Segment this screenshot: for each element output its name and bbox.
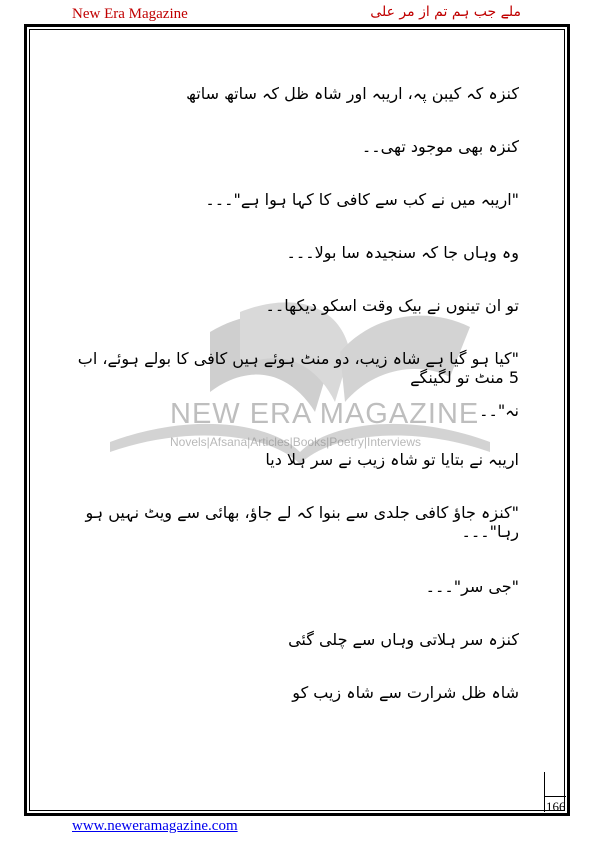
page-number-divider <box>544 796 566 797</box>
watermark-title: NEW ERA MAGAZINE <box>170 398 480 430</box>
page-number: 166 <box>546 799 566 814</box>
magazine-name: New Era Magazine <box>72 6 188 22</box>
text-line: "اریبہ میں نے کب سے کافی کا کہا ہوا ہے"۔۔۔ <box>205 190 519 209</box>
text-line: اریبہ نے بتایا تو شاہ زیب نے سر ہلا دیا <box>265 450 519 469</box>
text-line: شاہ ظل شرارت سے شاہ زیب کو <box>292 683 519 702</box>
watermark-subtitle: Novels|Afsana|Articles|Books|Poetry|Interviews <box>170 435 422 449</box>
text-line: کنزہ بھی موجود تھی۔۔ <box>361 137 519 156</box>
text-line: "کیا ہو گیا ہے شاہ زیب، دو منٹ ہوئے ہیں کافی کا بولے ہوئے، اب 5 منٹ تو لگینگے <box>77 349 519 387</box>
text-line: کنزہ سر ہلاتی وہاں سے چلی گئی <box>288 630 519 649</box>
story-text <box>76 84 519 702</box>
text-line: تو ان تینوں نے بیک وقت اسکو دیکھا۔۔ <box>265 296 519 315</box>
text-line: "جی سر"۔۔۔ <box>425 577 519 596</box>
text-line: "کنزہ جاؤ کافی جلدی سے بنوا کہ لے جاؤ، بھائی سے ویٹ نہیں ہو رہا"۔۔۔ <box>85 503 519 541</box>
text-line: کنزہ کہ کیبن پہ، اریبہ اور شاہ ظل کہ ساتھ ساتھ <box>186 84 519 103</box>
website-link[interactable]: www.neweramagazine.com <box>72 818 238 834</box>
text-line: وہ وہاں جا کہ سنجیدہ سا بولا۔۔۔ <box>286 243 519 262</box>
novel-title: ملے جب ہم تم از مر علی <box>370 4 521 20</box>
text-line: نہ"۔۔ <box>479 401 519 420</box>
